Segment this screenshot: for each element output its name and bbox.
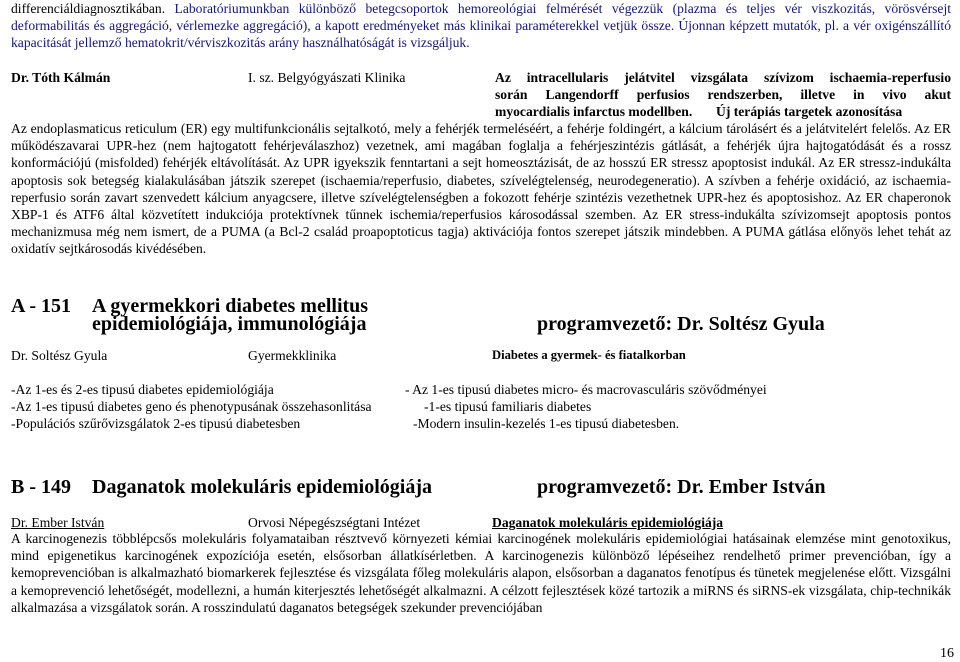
entry1-title-tail: Új terápiás targetek azonosítása [716,104,903,119]
section-a-item-left: -Populációs szűrővizsgálatok 2-es tipusú diabetesben [11,416,301,431]
section-a-topic: Diabetes a gyermek- és fiatalkorban [492,348,686,362]
section-b-code: B - 149 [11,476,71,498]
section-b-institute: Orvosi Népegészségtani Intézet [248,515,421,530]
entry1-title-line2: során Langendorff perfusios rendszerben, illetve in vivo akut [495,87,951,102]
entry1-body: Az endoplasmaticus reticulum (ER) egy multifunkcionális sejtalkotó, mely a fehérjék termeléséért, a fehérje foldingért, a kálcium tárolásért és a jelátvitelért felelős. Az ER működészavarai UPR-hez (nem hajtogatott fehérjeválaszhoz) vezetnek, ami magában foglalja a fehérjeszintézis gátlását, a fehérjék újra hajtogatódását és a rossz konformációjú (misfolded) fehérjék eltávolítását. Az UPR igyekszik fenntartani a sejt homeosztázisát, de az hosszú ER stressz apoptosist indukál. Az ER stressz-indukálta apoptosis sok betegség kialakulásában játszik szerepet (ischaemia/reperfusio, diabetes, szívelégtelenség, neurodegeneratio). A szívben a fehérje oxidáció, az ischaemia-reperfusio során zavart szenvedett kálcium anyagcsere, illetve szívelégtelenségben a fokozott fehérje szintézis vezethetnek UPR-hez és apoptosishoz. Az ER chaperonok XBP-1 és ATF6 által közvetített indukciója protektívnek tűnnek ischemia/reperfusios károsodással szemben. Az ER stress-indukálta szívizomsejt apoptosis pontos mechanizmusa még nem ismert, de a PUMA (a Bcl-2 család proapoptoticus tagja) aktivációja fontos szerepet játszik mindebben. A PUMA gátlása előnyös lehet tehát az oxidatív sejtkárosodás kivédésében. [11,121,951,257]
section-a-item-right: - Az 1-es tipusú diabetes micro- és macrovasculáris szövődményei [405,382,767,397]
entry1-title-line3: myocardialis infarctus modellben. [495,104,693,119]
section-a-clinic: Gyermekklinika [248,348,337,363]
section-a-title-line1: A gyermekkori diabetes mellitus [92,295,369,317]
section-a-item-right: -1-es tipusú familiaris diabetes [424,399,592,414]
section-b-title: Daganatok molekuláris epidemiológiája [92,476,433,498]
intro-text: Laboratóriumunkban különböző betegcsoportok hemoreológiai felmérését végezzük (plazma és teljes vér viszkozitás, vörösvérsejt deformabilitás és aggregáció, vérlemezke aggregáció), a kapott eredményeket más klinikai paraméterekkel vetjük össze. Újonnan képzett mutatók, pl. a vér oxigénszállító kapacitását jellemző hematokrit/vérviszkozitás arány használhatóságát is vizsgáljuk. [11,1,951,51]
entry1-title-line1: Az intracellularis jelátvitel vizsgálata szívizom ischaemia-reperfusio [495,70,951,85]
entry1-clinic: I. sz. Belgyógyászati Klinika [248,70,406,85]
section-a-item-left: -Az 1-es tipusú diabetes geno és phenotypusának összehasonlitása [11,399,372,414]
section-b-topic: Daganatok molekuláris epidemiológiája [492,515,724,530]
intro-first-words: differenciáldiagnosztikában. [11,1,166,16]
page-number: 16 [940,646,954,661]
section-a-code: A - 151 [11,295,71,317]
intro-paragraph [11,0,951,52]
section-a-item-left: -Az 1-es és 2-es tipusú diabetes epidemiológiája [11,382,274,397]
section-b-body: A karcinogenezis többlépcsős molekuláris folyamataiban résztvevő környezeti kémiai karcinogének molekuláris epidemiológiai hatásainak elemzése mint genotoxikus, mind epigenetikus karcinogének expozíciója esetén, elsősorban állatkísérletben. A karcinogenezis különböző lépéseihez rendelhető primer prevencióban, így a kemoprevencióban is alkalmazható biomarkerek fejlesztése és vizsgálata főleg molekuláris alapon, elsősorban a daganatos fenotípus és tünetek megjelenése előtt. Vizsgálni a kemoprevenció lehetőségét, modellezni, a humán kiterjesztés lehetőségét alkalmazni. A célzott fejlesztések közé tartozik a miRNS és siRNS-ek vizsgálata, chip-technikák alkalmazása a vizsgálatok során. A rosszindulatú daganatos betegségek szekunder prevenciójában [11,531,951,615]
section-a-leader: programvezető: Dr. Soltész Gyula [537,313,825,335]
section-a-supervisor: Dr. Soltész Gyula [11,348,108,363]
section-a-item-right: -Modern insulin-kezelés 1-es tipusú diabetesben. [413,416,680,431]
section-b-supervisor: Dr. Ember István [11,515,105,530]
section-a-title-line2: epidemiológiája, immunológiája [92,313,367,335]
section-b-leader: programvezető: Dr. Ember István [537,476,826,498]
entry1-supervisor: Dr. Tóth Kálmán [11,70,111,85]
